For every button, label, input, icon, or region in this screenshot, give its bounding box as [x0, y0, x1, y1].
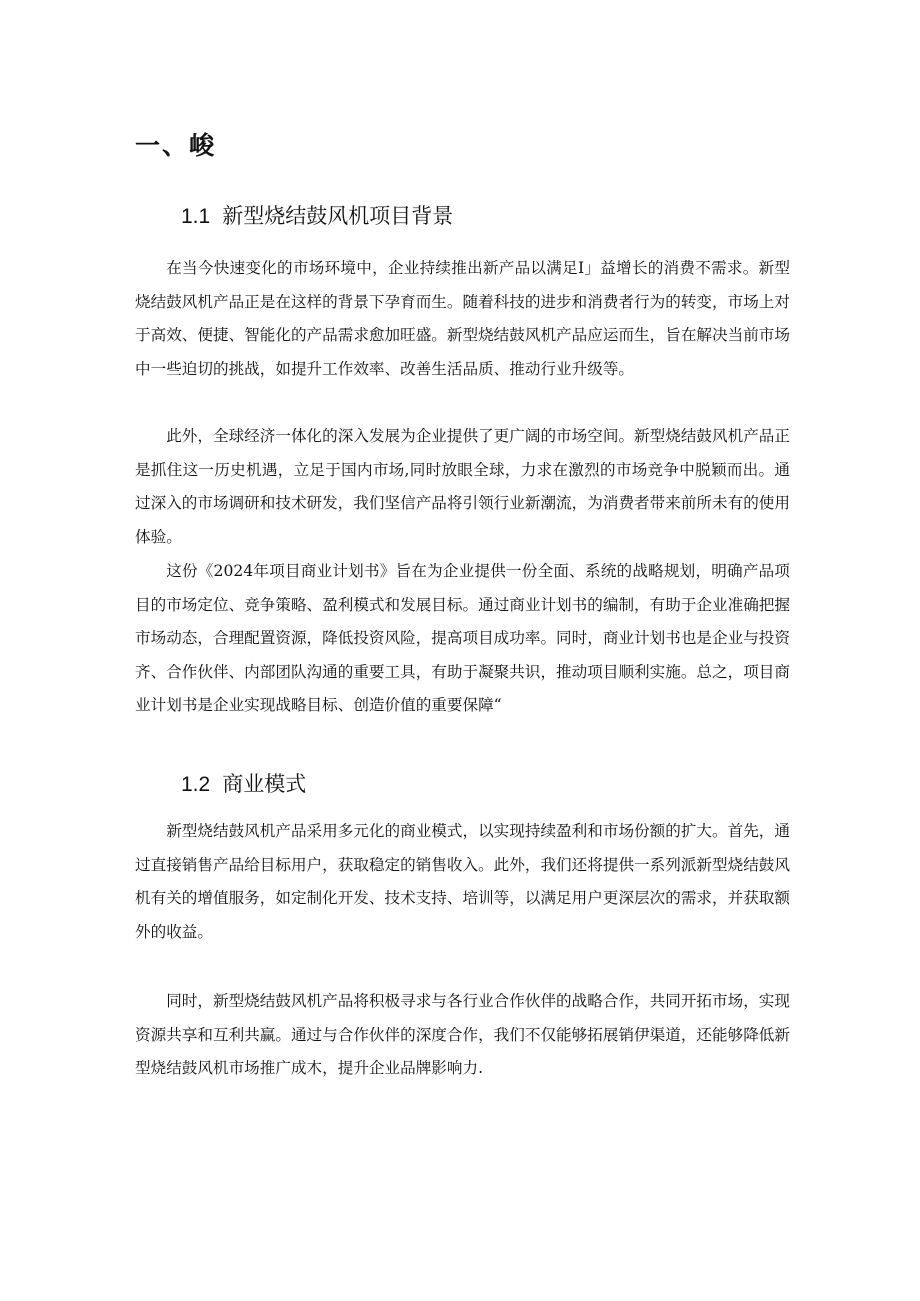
paragraph: 同时，新型烧结鼓风机产品将积极寻求与各行业合作伙伴的战略合作，共同开拓市场，实现资源共享和互利共赢。通过与合作伙伴的深度合作，我们不仅能够拓展销伊渠道，还能够降低新型烧结鼓风机市场推广成木，提升企业品牌影响力. — [135, 992, 790, 1077]
paragraph: 在当今快速变化的市场环境中，企业持续推出新产品以满足I」益增长的消费不需求。新型烧结鼓风机产品正是在这样的背景下孕育而生。随着科技的进步和消费者行为的转变，市场上对于高效、便捷、智能化的产品需求愈加旺盛。新型烧结鼓风机产品应运而生，旨在解决当前市场中一些迫切的挑战，如提升工作效率、改善生活品质、推动行业升级等。 — [135, 259, 790, 378]
paragraph: 这份《2024年项目商业计划书》旨在为企业提供一份全面、系统的战略规划，明确产品项目的市场定位、竞争策略、盈利模式和发展目标。通过商业计划书的编制，有助于企业准确把握市场动态，合理配置资源，降低投资风险，提高项目成功率。同时，商业计划书也是企业与投资齐、合作伙伴、内部团队沟通的重要工具，有助于凝聚共识，推动项目顺利实施。总之，项目商业计划书是企业实现战略目标、创造价值的重要保障“ — [135, 562, 790, 714]
section-heading-business-model — [181, 768, 306, 798]
chapter-title: 一、峻 — [135, 131, 217, 160]
section-title-text: 新型烧结鼓风机项目背景 — [222, 204, 454, 228]
paragraph: 此外，全球经济一体化的深入发展为企业提供了更广阔的市场空间。新型烧结鼓风机产品正是抓住这一历史机遇，立足于国内市场,同时放眼全球，力求在激烈的市场竞争中脱颖而出。通过深入的市场调研和技术研发，我们坚信产品将引领行业新潮流，为消费者带来前所未有的使用体验。 — [135, 427, 790, 546]
section-number: 1.1 — [181, 205, 211, 228]
section-number: 1.2 — [181, 773, 211, 796]
section-heading-background — [181, 200, 453, 230]
paragraph: 新型烧结鼓风机产品采用多元化的商业模式，以实现持续盈利和市场份额的扩大。首先，通过直接销售产品给目标用户，获取稳定的销售收入。此外，我们还将提供一系列派新型烧结鼓风机有关的增值服务，如定制化开发、技术支持、培训等，以满足用户更深层次的需求，并获取额外的收益。 — [135, 822, 790, 941]
section-title-text: 商业模式 — [222, 772, 307, 796]
